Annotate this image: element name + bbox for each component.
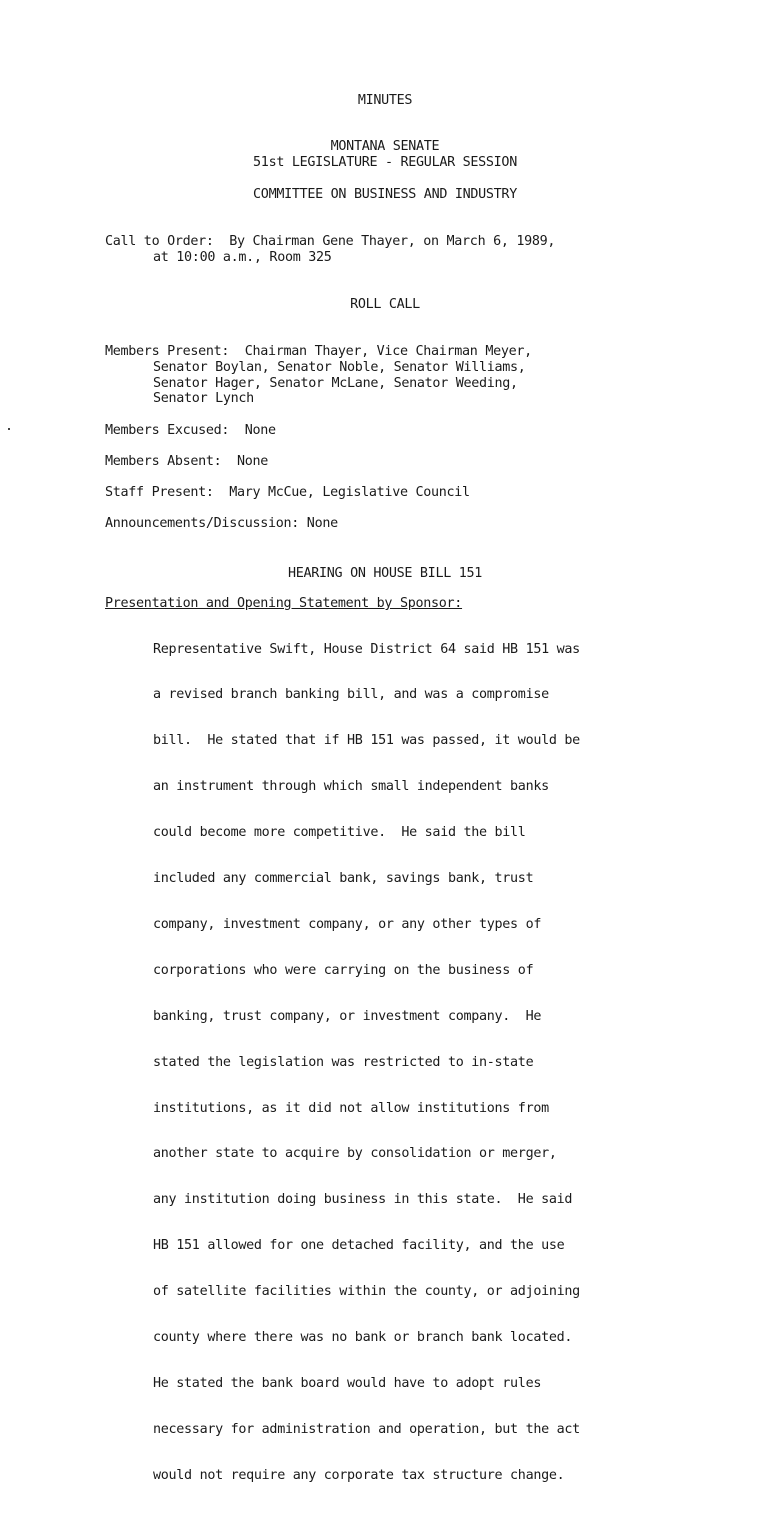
statement-line: company, investment company, or any other types of <box>153 916 542 932</box>
members-present-line-4: Senator Lynch <box>153 391 254 406</box>
call-to-order-line-2: at 10:00 a.m., Room 325 <box>153 250 332 265</box>
statement-line: a revised branch banking bill, and was a compromise <box>153 687 549 703</box>
committee-name: COMMITTEE ON BUSINESS AND INDUSTRY <box>253 187 517 202</box>
members-absent: Members Absent: None <box>105 454 268 469</box>
statement-line: of satellite facilities within the county, or adjoining <box>153 1284 580 1300</box>
statement-line: HB 151 allowed for one detached facility, and the use <box>153 1238 565 1254</box>
announcements: Announcements/Discussion: None <box>105 516 338 531</box>
staff-present: Staff Present: Mary McCue, Legislative Council <box>105 485 470 500</box>
presentation-label: Presentation and Opening Statement by Sponsor: <box>105 596 463 611</box>
statement-line: banking, trust company, or investment company. He <box>153 1008 542 1024</box>
statement-line: He stated the bank board would have to adopt rules <box>153 1375 542 1391</box>
senate-name: MONTANA SENATE <box>330 139 440 154</box>
statement-line: county where there was no bank or branch bank located. <box>153 1329 573 1345</box>
statement-line: bill. He stated that if HB 151 was passed, it would be <box>153 733 580 749</box>
statement-line: stated the legislation was restricted to in-state <box>153 1054 534 1070</box>
statement-line: corporations who were carrying on the business of <box>153 962 534 978</box>
statement-line: any institution doing business in this state. He said <box>153 1192 573 1208</box>
statement-line: included any commercial bank, savings bank, trust <box>153 871 534 887</box>
call-to-order-line-1: Call to Order: By Chairman Gene Thayer, on March 6, 1989, <box>105 234 556 249</box>
members-present-line-2: Senator Boylan, Senator Noble, Senator Williams, <box>153 360 526 375</box>
statement-line: necessary for administration and operation, but the act <box>153 1421 580 1437</box>
session-name: 51st LEGISLATURE - REGULAR SESSION <box>253 155 517 170</box>
document-title: MINUTES <box>357 93 413 108</box>
statement-line: another state to acquire by consolidation or merger, <box>153 1146 557 1162</box>
statement-line: Representative Swift, House District 64 said HB 151 was <box>153 641 580 657</box>
members-excused: Members Excused: None <box>105 423 276 438</box>
members-present-line-1: Members Present: Chairman Thayer, Vice Chairman Meyer, <box>105 344 532 359</box>
hearing-heading: HEARING ON HOUSE BILL 151 <box>287 566 483 581</box>
sponsor-statement <box>153 611 580 1514</box>
roll-call-heading: ROLL CALL <box>350 297 420 312</box>
scan-speck <box>8 428 10 430</box>
statement-line: an instrument through which small independent banks <box>153 779 549 795</box>
statement-line: institutions, as it did not allow institutions from <box>153 1100 549 1116</box>
statement-line: could become more competitive. He said the bill <box>153 825 526 841</box>
members-present-line-3: Senator Hager, Senator McLane, Senator Weeding, <box>153 376 518 391</box>
statement-line: would not require any corporate tax structure change. <box>153 1467 565 1483</box>
